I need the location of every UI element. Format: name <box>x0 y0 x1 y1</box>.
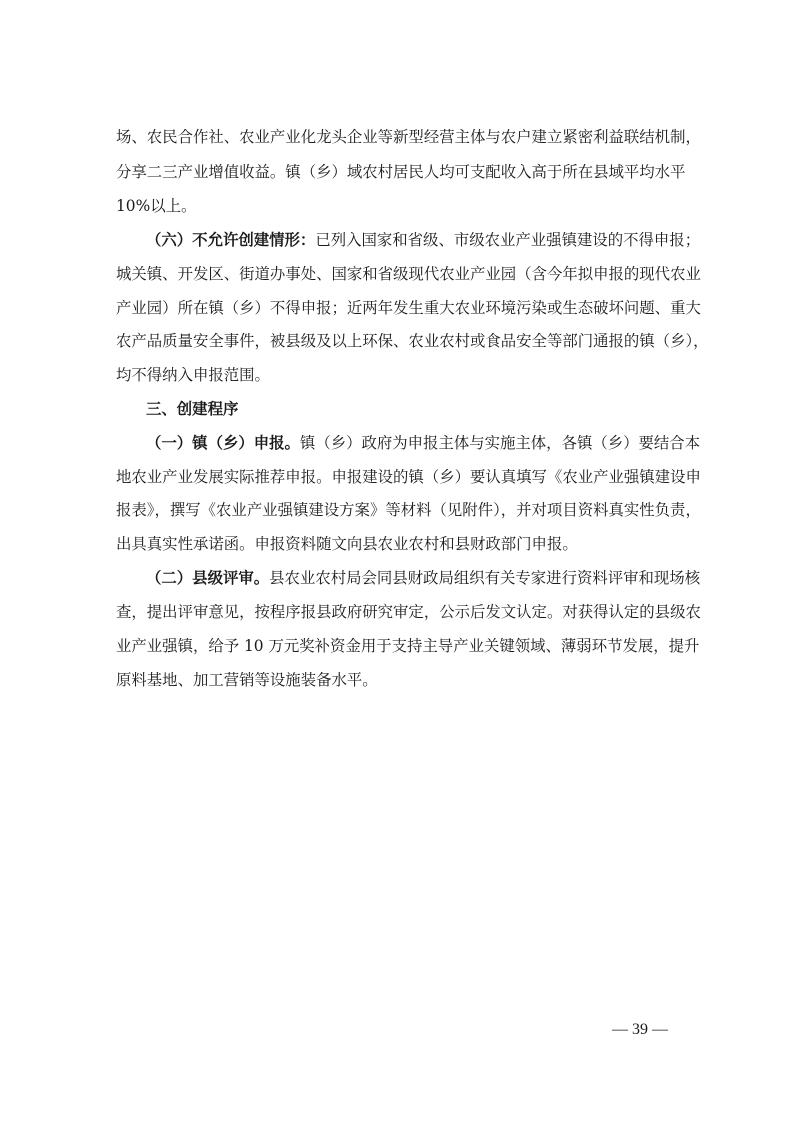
section-heading: 三、创建程序 <box>146 400 239 418</box>
para-six-line-1 <box>146 230 701 250</box>
step-one-lead: （一）镇（乡）申报。 <box>146 434 300 452</box>
step-one-text: 镇（乡）政府为申报主体与实施主体，各镇（乡）要结合本 <box>299 434 701 452</box>
step-one-line-4: 出具真实性承诺函。申报资料随文向县农业农村和县财政部门申报。 <box>116 535 578 553</box>
para-six-text: 已列入国家和省级、市级农业产业强镇建设的不得申报； <box>315 231 701 249</box>
para-continued-line-1: 场、农民合作社、农业产业化龙头企业等新型经营主体与农户建立紧密利益联结机制， <box>116 128 701 146</box>
step-two-text: 县农业农村局会同县财政局组织有关专家进行资料评审和现场核 <box>269 569 701 587</box>
step-one-line-2: 地农业产业发展实际推荐申报。申报建设的镇（乡）要认真填写《农业产业强镇建设申 <box>116 468 701 486</box>
para-six-line-2: 城关镇、开发区、街道办事处、国家和省级现代农业产业园（含今年拟申报的现代农业 <box>116 265 701 283</box>
step-two-line-4: 原料基地、加工营销等设施装备水平。 <box>116 671 378 689</box>
step-two-line-2: 查，提出评审意见，按程序报县政府研究审定，公示后发文认定。对获得认定的县级农 <box>116 603 701 621</box>
step-one-line-1 <box>146 433 701 453</box>
step-two-line-3: 业产业强镇，给予 10 万元奖补资金用于支持主导产业关键领域、薄弱环节发展，提升 <box>116 637 700 655</box>
para-six-lead: （六）不允许创建情形： <box>146 231 316 249</box>
step-two-line-1 <box>146 568 701 588</box>
step-one-line-3: 报表》，撰写《农业产业强镇建设方案》等材料（见附件），并对项目资料真实性负责， <box>116 501 701 519</box>
page-number: — 39 — <box>612 1021 668 1038</box>
para-six-line-3: 产业园）所在镇（乡）不得申报；近两年发生重大农业环境污染或生态破坏问题、重大 <box>116 299 701 317</box>
para-six-line-4: 农产品质量安全事件，被县级及以上环保、农业农村或食品安全等部门通报的镇（乡）， <box>116 332 709 350</box>
para-continued-line-2: 分享二三产业增值收益。镇（乡）域农村居民人均可支配收入高于所在县域平均水平 <box>116 163 686 181</box>
para-six-line-5: 均不得纳入申报范围。 <box>116 366 270 384</box>
para-continued-line-3: 10%以上。 <box>116 197 197 215</box>
step-two-lead: （二）县级评审。 <box>146 569 270 587</box>
